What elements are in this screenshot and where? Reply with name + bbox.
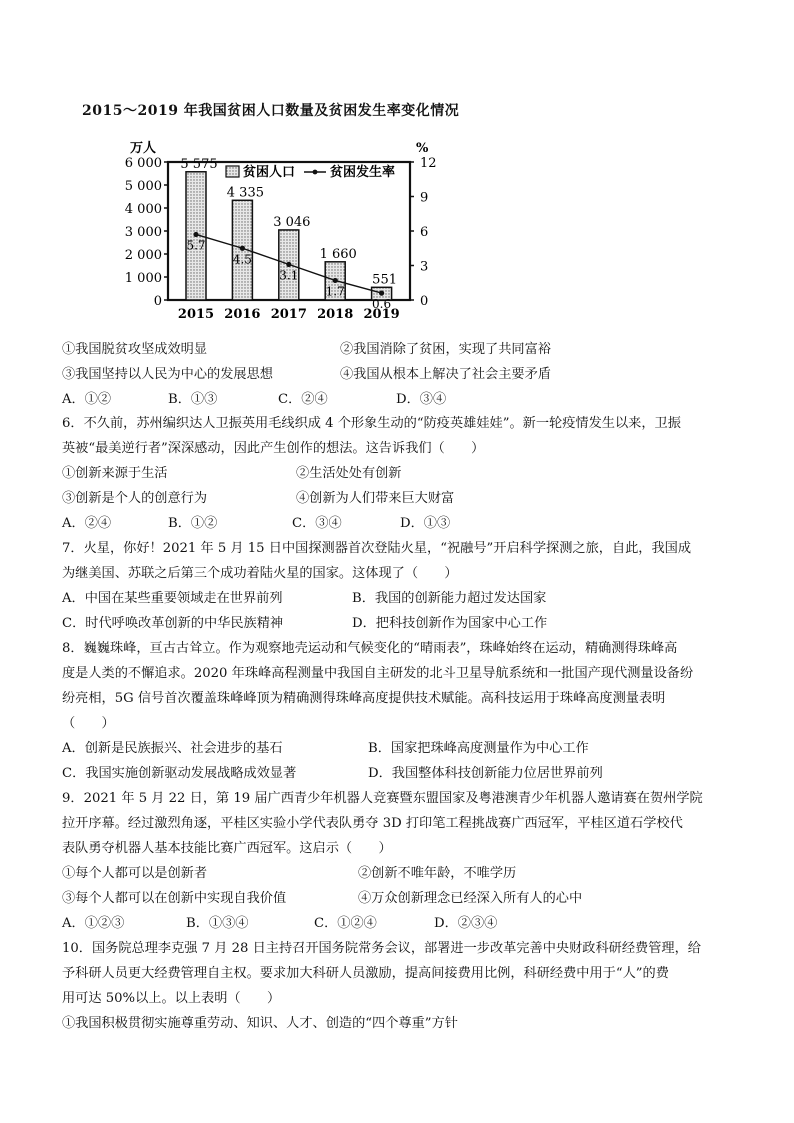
q8-answer-c[interactable]: C．我国实施创新驱动发展战略成效显著 [62,766,297,781]
rate-value-label: 5.7 [186,238,206,253]
q8-stem-line-3: 纷亮相，5G 信号首次覆盖珠峰峰顶为精确测得珠峰高度提供技术赋能。高科技运用于珠峰高度测量表明 [62,691,666,706]
y-axis-left-label: 万人 [130,141,157,156]
y-tick-right-label: 0 [420,294,429,309]
q7-stem-line-2: 为继美国、苏联之后第三个成功着陆火星的国家。这体现了（ ） [62,566,458,581]
legend-line-label: 贫困发生率 [330,165,396,180]
x-tick-label: 2015 [177,307,215,322]
q5-answer-c[interactable]: C．②④ [278,392,328,407]
q7-answer-c[interactable]: C．时代呼唤改革创新的中华民族精神 [62,616,284,631]
rate-point [240,246,245,251]
q9-answer-c[interactable]: C．①②④ [314,916,377,931]
chart-title: 2015～2019 年我国贫困人口数量及贫困发生率变化情况 [82,103,460,119]
x-tick-label: 2018 [317,307,354,322]
q9-stem-line-2: 拉开序幕。经过激烈角逐，平桂区实验小学代表队勇夺 3D 打印笔工程挑战赛广西冠军，平桂区道石学校代 [62,816,683,831]
q8-stem-line-4: （ ） [62,716,115,731]
y-tick-left-label: 1 000 [124,271,162,286]
y-tick-left-label: 0 [153,294,162,309]
q5-option-1: ①我国脱贫攻坚成效明显 [62,342,208,357]
y-tick-left-label: 4 000 [124,202,162,217]
q9-answer-d[interactable]: D．②③④ [434,916,498,931]
x-tick-label: 2019 [363,307,400,322]
q8-answer-d[interactable]: D．我国整体科技创新能力位居世界前列 [368,766,603,781]
rate-point [379,291,384,296]
bar-value-label: 551 [372,272,398,288]
y-tick-right-label: 6 [420,225,429,240]
rate-point [286,262,291,267]
q10-stem-line-3: 用可达 50%以上。以上表明（ ） [62,991,281,1006]
q10-stem-line-1: 10．国务院总理李克强 7 月 28 日主持召开国务院常务会议，部署进一步改革完善中央财政科研经费管理，给 [62,941,701,956]
q6-stem-line-2: 英被“最美逆行者”深深感动，因此产生创作的想法。这告诉我们（ ） [62,441,485,456]
rate-value-label: 4.5 [232,252,252,267]
legend-bar-label: 贫困人口 [243,165,296,180]
x-tick-label: 2016 [224,307,261,322]
q6-answer-d[interactable]: D．①③ [400,516,451,531]
q6-option-2: ②生活处处有创新 [296,466,402,481]
legend-line-marker [313,170,318,175]
q7-stem-line-1: 7．火星，你好！2021 年 5 月 15 日中国探测器首次登陆火星，“祝融号”开启科学探测之旅，自此，我国成 [62,541,692,556]
q5-option-3: ③我国坚持以人民为中心的发展思想 [62,367,273,382]
q9-stem-line-3: 表队勇夺机器人基本技能比赛广西冠军。这启示（ ） [62,841,392,856]
bar-value-label: 4 335 [226,185,265,201]
q7-answer-d[interactable]: D．把科技创新作为国家中心工作 [352,616,548,631]
q5-answer-d[interactable]: D．③④ [396,392,447,407]
rate-value-label: 1.7 [325,284,345,299]
rate-value-label: 0.6 [372,297,392,312]
q9-answer-b[interactable]: B．①③④ [186,916,249,931]
q6-option-3: ③创新是个人的创意行为 [62,491,208,506]
q10-stem-line-2: 予科研人员更大经费管理自主权。要求加大科研人员激励，提高间接费用比例，科研经费中用于“人”的费 [62,966,669,981]
y-tick-left-label: 5 000 [124,179,162,194]
q8-stem-line-1: 8．巍巍珠峰，亘古古耸立。作为观察地壳运动和气候变化的“晴雨表”，珠峰始终在运动，精确测得珠峰高 [62,641,678,656]
rate-value-label: 3.1 [279,268,299,283]
q9-option-2: ②创新不唯年龄，不唯学历 [358,866,517,881]
q7-answer-a[interactable]: A．中国在某些重要领域走在世界前列 [62,591,283,606]
q6-option-4: ④创新为人们带来巨大财富 [296,491,455,506]
q8-stem-line-2: 度是人类的不懈追求。2020 年珠峰高程测量中我国自主研发的北斗卫星导航系统和一批国产现代测量设备纷 [62,666,694,681]
q6-answer-b[interactable]: B．①② [168,516,218,531]
y-tick-left-label: 6 000 [124,156,162,171]
bar-value-label: 5 575 [180,156,218,172]
q6-stem-line-1: 6．不久前，苏州编织达人卫振英用毛线织成 4 个形象生动的“防疫英雄娃娃”。新一轮疫情发生以来，卫振 [62,416,681,431]
q5-option-2: ②我国消除了贫困，实现了共同富裕 [340,342,551,357]
q9-answer-a[interactable]: A．①②③ [62,916,125,931]
q9-stem-line-1: 9．2021 年 5 月 22 日，第 19 届广西青少年机器人竞赛暨东盟国家及粤港澳青少年机器人邀请赛在贺州学院 [62,791,703,806]
q5-option-4: ④我国从根本上解决了社会主要矛盾 [340,367,551,382]
q7-answer-b[interactable]: B．我国的创新能力超过发达国家 [352,591,547,606]
q9-option-4: ④万众创新理念已经深入所有人的心中 [358,891,583,906]
x-tick-label: 2017 [270,307,307,322]
q6-answer-c[interactable]: C．③④ [292,516,342,531]
y-tick-right-label: 12 [420,156,437,171]
q5-answer-a[interactable]: A．①② [62,392,112,407]
q5-answer-b[interactable]: B．①③ [168,392,218,407]
y-tick-right-label: 3 [420,259,429,275]
q6-option-1: ①创新来源于生活 [62,466,168,481]
q10-option-1: ①我国积极贯彻实施尊重劳动、知识、人才、创造的“四个尊重”方针 [62,1016,458,1031]
bar-value-label: 3 046 [273,214,311,230]
y-tick-right-label: 9 [420,190,429,206]
q9-option-3: ③每个人都可以在创新中实现自我价值 [62,891,287,906]
y-axis-right-label: % [416,141,429,156]
poverty-chart [118,140,448,330]
q9-option-1: ①每个人都可以是创新者 [62,866,208,881]
y-tick-left-label: 3 000 [124,225,162,240]
bar-value-label: 1 660 [319,246,357,262]
rate-point [193,232,198,237]
legend-bar-swatch [226,166,239,177]
rate-point [333,278,338,283]
q8-answer-b[interactable]: B．国家把珠峰高度测量作为中心工作 [368,741,589,756]
y-tick-left-label: 2 000 [124,248,162,263]
q6-answer-a[interactable]: A．②④ [62,516,112,531]
q8-answer-a[interactable]: A．创新是民族振兴、社会进步的基石 [62,741,283,756]
